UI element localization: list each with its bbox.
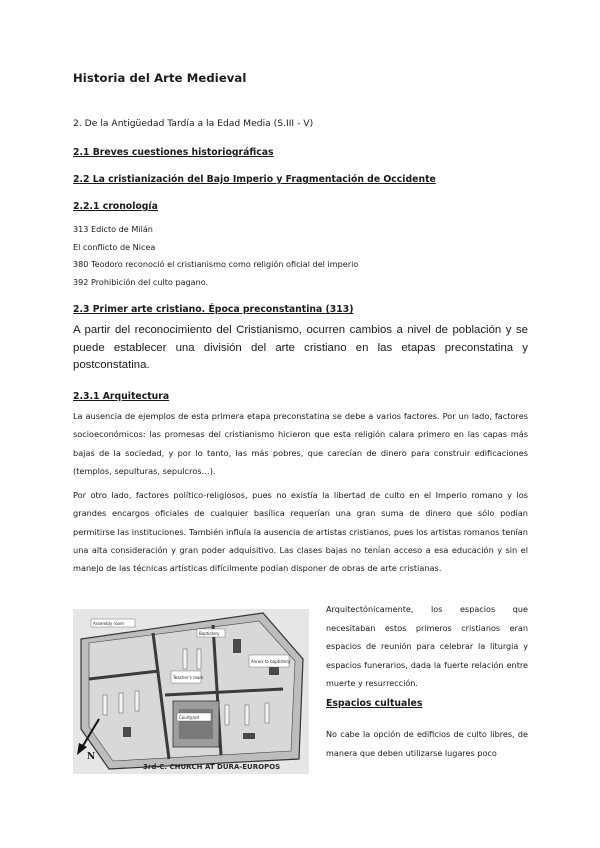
body-paragraph-3: Arquitectónicamente, los espacios que necesitaban estos primeros cristianos eran espacios de reunión para celebrar la liturgia y espacios funerarios, dada la fuerte relación entre muerte y resurrección. bbox=[326, 604, 528, 688]
teacher-room-label: Teacher's room bbox=[173, 675, 204, 680]
courtyard-label: Courtyard bbox=[179, 715, 199, 720]
body-paragraph-1: La ausencia de ejemplos de esta primera etapa preconstatina se debe a varios factores. Por un lado, factores socioeconómicos: las promesas del cristianismo hicieron que esta religión calara primero en las capas más bajas de la sociedad, y por lo tanto, las más pobres, que carecían de dinero para construir edificaciones (templos, sepulturas, sepulcros…). bbox=[73, 411, 528, 476]
church-plan-drawing bbox=[73, 609, 309, 774]
baptistery-label: Baptistery bbox=[199, 631, 220, 636]
section-2-3-1-heading: 2.3.1 Arquitectura bbox=[73, 391, 170, 402]
chronology-item: 380 Teodoro reconoció el cristianismo como religión oficial del imperio bbox=[73, 259, 359, 269]
chronology-item: El conflicto de Nicea bbox=[73, 241, 156, 252]
section-2-1-heading: 2.1 Breves cuestiones historiográficas bbox=[73, 147, 274, 158]
figure-caption: 3rd-C. CHURCH AT DURA-EUROPOS bbox=[143, 763, 281, 771]
svg-text:N: N bbox=[87, 752, 96, 762]
document-title: Historia del Arte Medieval bbox=[73, 71, 247, 85]
section-2-3-heading: 2.3 Primer arte cristiano. Época preconstantina (313) bbox=[73, 304, 354, 315]
section-2-2-1-heading: 2.2.1 cronología bbox=[73, 201, 158, 212]
chronology-item: 392 Prohibición del culto pagano. bbox=[73, 276, 209, 287]
section-espacios-cultuales-heading: Espacios cultuales bbox=[326, 698, 423, 709]
chapter-heading: 2. De la Antigüedad Tardía a la Edad Media (S.III - V) bbox=[73, 118, 314, 129]
annex-label: Annex to baptistery bbox=[251, 659, 291, 664]
assembly-room-label: Assembly room bbox=[93, 621, 124, 626]
chronology-list bbox=[73, 221, 358, 291]
dura-europos-church-illustration bbox=[73, 609, 309, 774]
section-2-2-heading: 2.2 La cristianización del Bajo Imperio y Fragmentación de Occidente bbox=[73, 174, 436, 185]
chronology-item: 313 Edicto de Milán bbox=[73, 224, 153, 234]
body-paragraph-2: Por otro lado, factores político-religiosos, pues no existía la libertad de culto en el Imperio romano y los grandes encargos oficiales de cualquier basílica requerían una gran suma de dinero que sólo podían permitirse las instituciones. También influía la ausencia de artistas cristianos, pues los artistas romanos tenían una alta consideración y gran poder adquisitivo. Las clases bajas no tenían acceso a esa educación y sin el manejo de las técnicas artísticas difícilmente podían disponer de obras de arte cristianas. bbox=[73, 490, 528, 574]
body-paragraph-4: No cabe la opción de edificios de culto libres, de manera que deben utilizarse lugares poco bbox=[326, 729, 528, 758]
intro-paragraph: A partir del reconocimiento del Cristianismo, ocurren cambios a nivel de población y se puede establecer una división del arte cristiano en las etapas preconstatina y postconstatina. bbox=[73, 324, 528, 371]
